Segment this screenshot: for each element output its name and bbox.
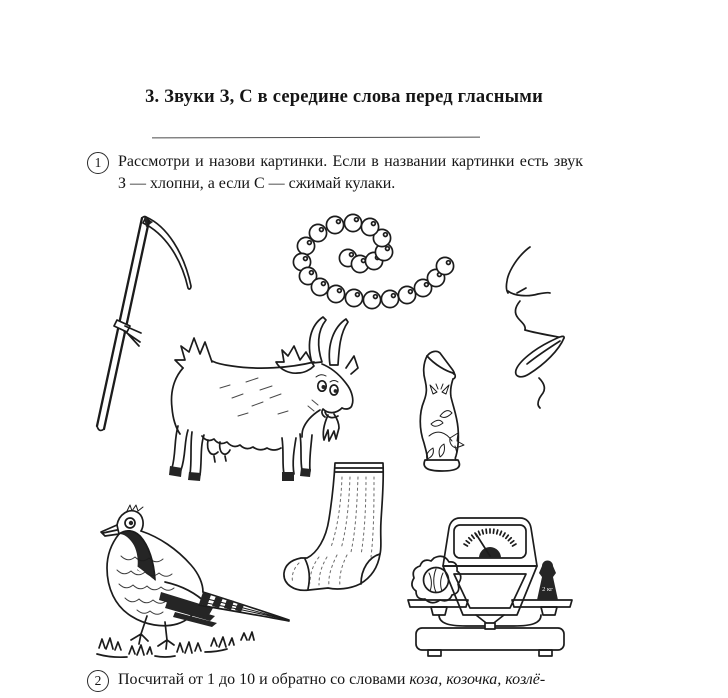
task-2-text-plain: Посчитай от 1 до 10 и обратно со словами <box>118 671 410 688</box>
pheasant-illustration <box>95 504 292 659</box>
vase-illustration <box>411 348 473 476</box>
sock-illustration <box>279 457 391 595</box>
face-profile-tongue-illustration <box>497 246 577 408</box>
title-underline <box>152 137 480 139</box>
scales-illustration <box>404 514 576 658</box>
beads-illustration <box>276 212 460 314</box>
task-2-text <box>118 669 545 691</box>
task-1-text: Рассмотри и назови картинки. Если в названии картинки есть звук З — хлопни, а если С — сжимай кулаки. <box>118 153 583 192</box>
task-2 <box>87 669 717 692</box>
page-title: 3. Звуки З, С в середине слова перед гласными <box>145 87 543 107</box>
task-1-number-badge: 1 <box>87 152 109 174</box>
task-1 <box>87 151 583 195</box>
task-2-text-italic: коза, козочка, козлё- <box>409 671 546 688</box>
weight-label: 2 кг <box>542 586 553 593</box>
task-2-number-badge: 2 <box>87 670 109 692</box>
